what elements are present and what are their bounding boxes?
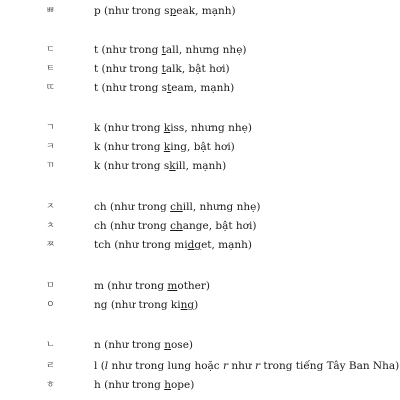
- pronunciation-text: [94, 157, 226, 175]
- text-segment: other): [177, 280, 211, 292]
- pronunciation-text: [94, 236, 252, 254]
- hangul-letter: ㅇ: [46, 300, 55, 310]
- pronunciation-text: [94, 217, 256, 235]
- text-segment: ope): [170, 379, 195, 391]
- text-segment: t (như trong: [94, 44, 162, 56]
- text-segment: k (như trong: [94, 122, 164, 134]
- text-segment: eam, mạnh): [171, 82, 235, 94]
- underlined-letters: dg: [187, 239, 202, 251]
- text-segment: t (như trong: [94, 63, 162, 75]
- pronunciation-text: [94, 41, 247, 59]
- pronunciation-text: [94, 296, 198, 314]
- underlined-letters: t: [161, 63, 166, 75]
- text-segment: ng (như trong ki: [94, 299, 181, 311]
- text-segment: m (như trong: [94, 280, 168, 292]
- hangul-letter: ㄷ: [46, 45, 55, 55]
- pronunciation-text: [94, 336, 193, 354]
- pronunciation-row: [0, 217, 400, 235]
- text-segment: eak, mạnh): [176, 5, 236, 17]
- pronunciation-text: [94, 119, 252, 137]
- pronunciation-text: [94, 60, 230, 78]
- text-segment: t (như trong: [94, 82, 162, 94]
- text-segment: s: [163, 160, 170, 172]
- hangul-letter: ㅊ: [46, 221, 55, 231]
- text-segment: ill, mạnh): [175, 160, 227, 172]
- text-segment: p (như trong: [94, 5, 165, 17]
- pronunciation-text: [94, 2, 236, 20]
- text-segment: như: [228, 360, 256, 372]
- pronunciation-row: [0, 236, 400, 254]
- pronunciation-text: [94, 79, 234, 97]
- text-segment: k (như trong: [94, 160, 164, 172]
- underlined-letters: k: [163, 122, 171, 134]
- pronunciation-text: [94, 198, 260, 216]
- text-segment: h (như trong: [94, 379, 165, 391]
- pronunciation-row: [0, 357, 400, 375]
- text-segment: tch (như trong mi: [94, 239, 188, 251]
- underlined-letters: ch: [170, 201, 183, 213]
- underlined-letters: ch: [170, 220, 183, 232]
- text-segment: all, nhưng nhẹ): [165, 44, 247, 56]
- underlined-letters: n: [164, 339, 171, 351]
- hangul-letter: ㅋ: [46, 142, 55, 152]
- hangul-letter: ㅌ: [46, 64, 55, 74]
- pronunciation-row: [0, 157, 400, 175]
- text-segment: k (như trong: [94, 141, 164, 153]
- text-segment: trong tiếng Tây Ban Nha): [260, 360, 400, 372]
- italic-letter: r: [223, 360, 229, 372]
- hangul-letter: ㅁ: [46, 281, 55, 291]
- hangul-letter: ㄲ: [46, 161, 55, 171]
- text-segment: như trong lung hoặc: [108, 360, 224, 372]
- pronunciation-row: [0, 277, 400, 295]
- underlined-letters: p: [169, 5, 177, 17]
- text-segment: ch (như trong: [94, 201, 171, 213]
- italic-letter: r: [255, 360, 261, 372]
- pronunciation-row: [0, 41, 400, 59]
- pronunciation-row: [0, 138, 400, 156]
- text-segment: iss, nhưng nhẹ): [170, 122, 252, 134]
- underlined-letters: k: [169, 160, 176, 172]
- pronunciation-text: [94, 357, 399, 375]
- text-segment: n (như trong: [94, 339, 165, 351]
- pronunciation-row: [0, 119, 400, 137]
- text-segment: alk, bật hơi): [165, 63, 230, 75]
- text-segment: ange, bật hơi): [182, 220, 257, 232]
- text-segment: ose): [170, 339, 194, 351]
- hangul-letter: ㄴ: [46, 340, 55, 350]
- text-segment: s: [164, 5, 170, 17]
- text-segment: ing, bật hơi): [170, 141, 235, 153]
- pronunciation-row: [0, 79, 400, 97]
- underlined-letters: t: [167, 82, 172, 94]
- text-segment: ill, nhưng nhẹ): [182, 201, 261, 213]
- hangul-letter: ㄱ: [46, 123, 55, 133]
- hangul-letter: ㅈ: [46, 202, 55, 212]
- underlined-letters: k: [163, 141, 171, 153]
- hangul-letter: ㄹ: [46, 361, 55, 371]
- pronunciation-text: [94, 277, 210, 295]
- underlined-letters: m: [167, 280, 178, 292]
- text-segment: l (: [94, 360, 105, 372]
- pronunciation-row: [0, 296, 400, 314]
- pronunciation-row: [0, 336, 400, 354]
- hangul-letter: ㅃ: [46, 6, 55, 16]
- pronunciation-row: [0, 2, 400, 20]
- hangul-letter: ㅎ: [46, 380, 55, 390]
- hangul-letter: ㅉ: [46, 240, 55, 250]
- underlined-letters: t: [161, 44, 166, 56]
- text-segment: ): [194, 299, 199, 311]
- text-segment: ch (như trong: [94, 220, 171, 232]
- text-segment: s: [161, 82, 168, 94]
- text-segment: et, mạnh): [201, 239, 253, 251]
- pronunciation-row: [0, 376, 400, 394]
- italic-letter: l: [104, 360, 109, 372]
- pronunciation-text: [94, 138, 235, 156]
- pronunciation-row: [0, 60, 400, 78]
- underlined-letters: ng: [180, 299, 195, 311]
- pronunciation-row: [0, 198, 400, 216]
- underlined-letters: h: [164, 379, 171, 391]
- pronunciation-text: [94, 376, 194, 394]
- hangul-letter: ㄸ: [46, 83, 55, 93]
